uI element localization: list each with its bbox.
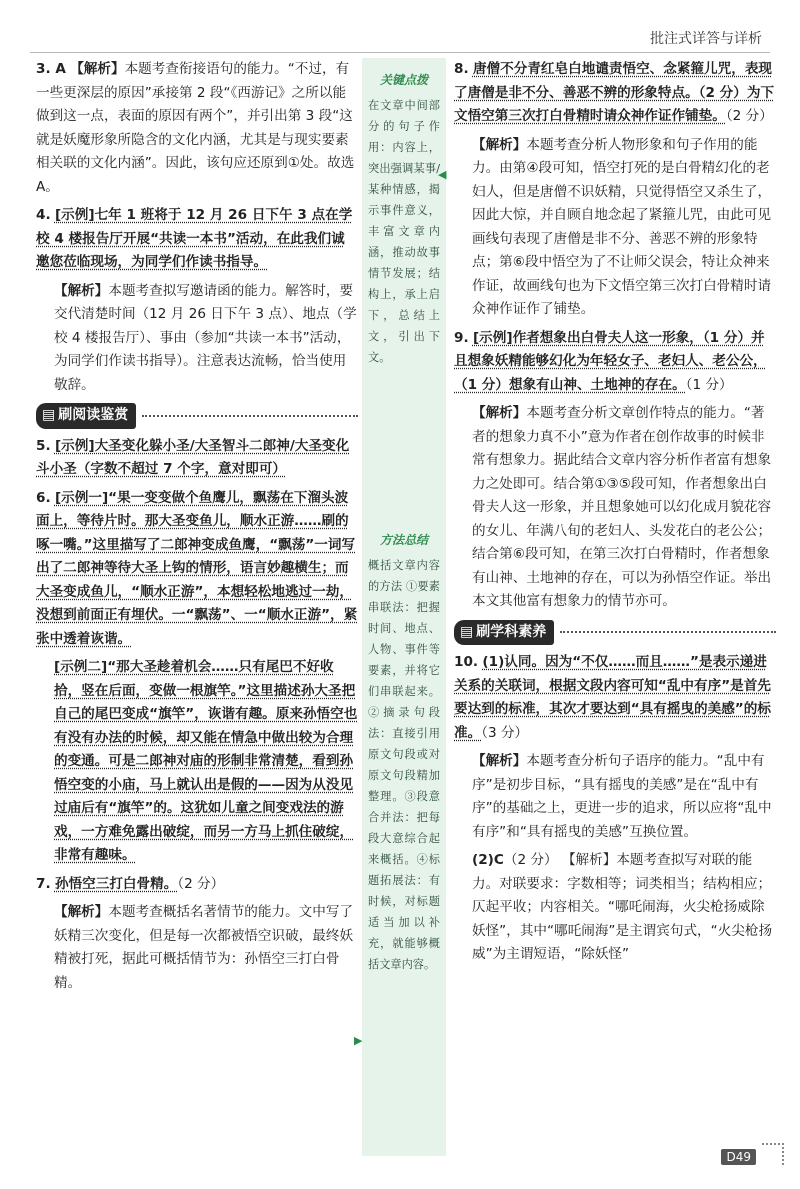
question-6-example-1: 6. [示例一]“果一变变做个鱼鹰儿，飘荡在下溜头波面上，等待片时。那大圣变鱼儿，顺水正游……刷的啄一嘴。”这里描写了二郎神变成鱼鹰，“飘荡”一词写出了二郎神等待大圣上钩的情形，语言妙趣横生；而大圣变成鱼儿，“顺水正游”，本想轻松地逃过一劫，没想到前面正有埋伏。一“飘荡”、一“顺水正游”，紧张中透着诙谐。 (36, 489, 358, 647)
page-number: D49 (721, 1149, 756, 1165)
method-summary-text: 概括文章内容的方法 ①要素串联法：把握时间、地点、人物、事件等要素，并将它们串联起来。②摘录句段法：直接引用原文句段或对原文句段精加整理。③段意合并法：把每段大意综合起来概括。④标题拓展法：有时候，对标题适当加以补充，就能够概括文章内容。 (368, 559, 440, 971)
question-5: 5. [示例]大圣变化躲小圣/大圣智斗二郎神/大圣变化斗小圣（字数不超过 7 个字，意对即可） (36, 437, 350, 477)
pointer-arrow-icon: ▶ (354, 1034, 363, 1047)
question-10-part-2: (2)C（2 分） 【解析】本题考查拟写对联的能力。对联要求：字数相等；词类相当；结构相应；仄起平收；内容相关。“哪吒闹海，火尖枪扬威除妖怪”，其中“哪吒闹海”是主谓宾句式，“火尖枪扬威”为主谓短语，“除妖怪” (472, 852, 773, 962)
question-4-analysis: 【解析】本题考查拟写邀请函的能力。解答时，要交代清楚时间（12 月 26 日下午 3 点）、地点（学校 4 楼报告厅）、事由（参加“共读一本书”活动，为同学们作读书指导）。注意表达流畅，恰当使用敬辞。 (54, 282, 357, 393)
question-8-answer: 8. 唐僧不分青红皂白地谴责悟空、念紧箍儿咒，表现了唐僧是非不分、善恶不辨的形象特点。（2 分）为下文悟空第三次打白骨精时请众神作证作铺垫。（2 分） (454, 61, 775, 124)
book-icon: ▤ (42, 407, 56, 423)
question-7-answer: 7. 孙悟空三打白骨精。（2 分） (36, 875, 225, 892)
annotation-sidebar (362, 58, 446, 1156)
section-literacy-banner (454, 620, 776, 646)
question-4-answer: 4. [示例]七年 1 班将于 12 月 26 日下午 3 点在学校 4 楼报告厅开展“共读一本书”活动，在此我们诚邀您莅临现场，为同学们作读书指导。 (36, 207, 353, 270)
question-9-answer: 9. [示例]作者想象出白骨夫人这一形象，（1 分）并且想象妖精能够幻化为年轻女子、老妇人、老公公，（1 分）想象有山神、土地神的存在。（1 分） (454, 329, 767, 393)
question-10-part-1: 10. (1)认同。因为“不仅……而且……”是表示递进关系的关联词，根据文段内容可知“乱中有序”是首先要达到的标准，其次才要达到“具有摇曳的美感”的标准。（3 分） (454, 654, 771, 741)
section-reading-label: ▤ 刷阅读鉴赏 (36, 403, 136, 429)
book-icon: ▤ (460, 623, 474, 640)
question-9-analysis: 【解析】本题考查分析文章创作特点的能力。“著者的想象力真不小”意为作者在创作故事的时候非常有想象力。据此结合文章内容分析作者富有想象力之处即可。结合第①③⑤段可知，作者想象出白骨夫人这一形象，并且想象她可以幻化成月貌花容的女儿、年满八旬的老妇人、头发花白的老公公；结合第⑥段可知，在第三次打白骨精时，作者想象有山神、土地神的存在，可以为孙悟空作证。举出本文其他富有想象力的情节亦可。 (472, 405, 772, 609)
right-column (454, 58, 776, 972)
header-rule (30, 52, 770, 53)
corner-mark (762, 1143, 784, 1165)
question-3: 3. A 【解析】本题考查衔接语句的能力。“不过，有一些更深层的原因”承接第 2 段“《西游记》之所以能做到这一点，表面的原因有两个”，并引出第 3 段“这就是妖魔形象所隐含的文化内涵，尤其是与现实要素相关联的文化内涵”。因此，该句应还原到①处。故选 A。 (36, 61, 355, 195)
key-tips-title: 关键点拨 (379, 73, 428, 87)
page-header-title: 批注式详答与详析 (650, 31, 762, 47)
section-reading-banner (36, 403, 358, 429)
question-6-example-2: [示例二]“那大圣趁着机会……只有尾巴不好收拾，竖在后面，变做一根旗竿。”这里描述孙大圣把自己的尾巴变成“旗竿”，诙谐有趣。原来孙悟空也有没有办法的时候，却又能在情急中做出较为合理的变通。可是二郎神对庙的形制非常清楚，看到孙悟空变的小庙，马上就认出是假的——因为从没见过庙后有“旗竿”的。这犹如儿童之间变戏法的游戏，一方难免露出破绽，而另一方马上抓住破绽，非常有趣味。 (54, 659, 358, 863)
key-tips-text: 在文章中间部分的句子作用：内容上，突出强调某事/某种情感，揭示事件意义，丰富文章内涵，推动故事情节发展；结构上，承上启下，总结上文，引出下文。 (368, 99, 440, 364)
pointer-arrow-icon: ◀ (438, 168, 447, 181)
method-summary-title: 方法总结 (379, 533, 428, 547)
question-8-analysis: 【解析】本题考查分析人物形象和句子作用的能力。由第④段可知，悟空打死的是白骨精幻化的老妇人，但是唐僧不识妖精，只觉得悟空又杀生了，因此大惊，并自顾自地念起了紧箍儿咒，由此可见画线句表现了唐僧是非不分、善恶不辨的形象特点；第⑥段中悟空为了不让师父误会，特让众神来作证，故画线句也为下文悟空第三次打白骨精时请众神作证作了铺垫。 (472, 136, 772, 317)
left-column (36, 58, 358, 1000)
question-7-analysis: 【解析】本题考查概括名著情节的能力。文中写了妖精三次变化，但是每一次都被悟空识破，最终妖精被打死，据此可概括情节为：孙悟空三打白骨精。 (54, 904, 354, 991)
section-literacy-label: ▤ 刷学科素养 (454, 620, 554, 646)
question-10-analysis-1: 【解析】本题考查分析句子语序的能力。“乱中有序”是初步目标，“具有摇曳的美感”是在“乱中有序”的基础之上，更进一步的追求，所以应将“乱中有序”和“具有摇曳的美感”互换位置。 (472, 753, 772, 840)
